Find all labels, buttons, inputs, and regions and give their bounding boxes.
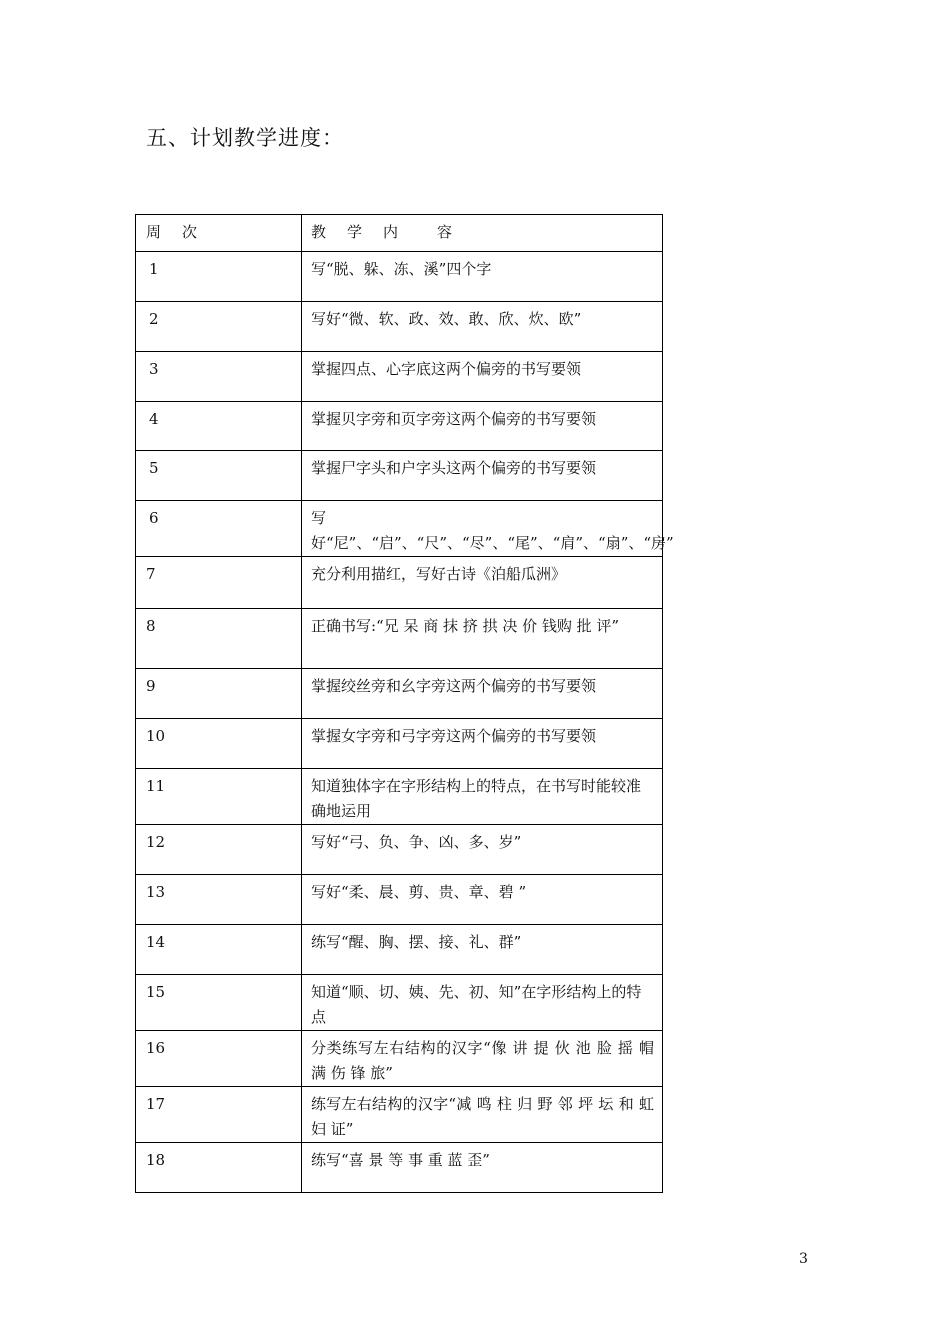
content-cell: 写好“微、软、政、效、敢、欣、炊、欧” <box>302 302 663 352</box>
content-cell: 写好“尼”、“启”、“尺”、“尽”、“尾”、“肩”、“扇”、“房” <box>302 501 663 557</box>
table-row <box>136 1143 663 1193</box>
content-cell: 掌握四点、心字底这两个偏旁的书写要领 <box>302 352 663 402</box>
content-cell: 知道“顺、切、姨、先、初、知”在字形结构上的特点 <box>302 975 663 1031</box>
week-cell: 18 <box>136 1143 302 1193</box>
week-cell: 5 <box>136 451 302 501</box>
table-row <box>136 825 663 875</box>
teaching-schedule-table <box>135 214 674 1193</box>
table-row <box>136 302 663 352</box>
header-week: 周 次 <box>136 215 302 252</box>
week-cell: 2 <box>136 302 302 352</box>
table-row <box>136 402 663 451</box>
content-cell: 写好“柔、晨、剪、贵、章、碧 ” <box>302 875 663 925</box>
week-cell: 12 <box>136 825 302 875</box>
table-row <box>136 1031 663 1087</box>
content-cell: 写“脱、躲、冻、溪”四个字 <box>302 252 663 302</box>
week-cell: 10 <box>136 719 302 769</box>
week-cell: 4 <box>136 402 302 451</box>
content-cell: 知道独体字在字形结构上的特点，在书写时能较准确地运用 <box>302 769 663 825</box>
content-cell: 练写“醒、胸、摆、接、礼、群” <box>302 925 663 975</box>
content-cell: 写好“弓、负、争、凶、多、岁” <box>302 825 663 875</box>
content-cell: 练写左右结构的汉字“减 鸣 柱 归 野 邻 坪 坛 和 虹 妇 证” <box>302 1087 663 1143</box>
table-row <box>136 769 663 825</box>
table-row <box>136 975 663 1031</box>
week-cell: 17 <box>136 1087 302 1143</box>
content-cell: 分类练写左右结构的汉字“像 讲 提 伙 池 脸 摇 帽 满 伤 锋 旅” <box>302 1031 663 1087</box>
week-cell: 16 <box>136 1031 302 1087</box>
week-cell: 15 <box>136 975 302 1031</box>
week-cell: 6 <box>136 501 302 557</box>
table-row <box>136 609 663 669</box>
week-cell: 1 <box>136 252 302 302</box>
table-row <box>136 252 663 302</box>
table-row <box>136 352 663 402</box>
content-cell: 掌握绞丝旁和幺字旁这两个偏旁的书写要领 <box>302 669 663 719</box>
content-cell: 练写“喜 景 等 事 重 蓝 歪” <box>302 1143 663 1193</box>
week-cell: 3 <box>136 352 302 402</box>
table-row <box>136 501 663 557</box>
week-cell: 7 <box>136 557 302 609</box>
week-cell: 8 <box>136 609 302 669</box>
table-row <box>136 557 663 609</box>
week-cell: 11 <box>136 769 302 825</box>
header-content: 教 学 内 容 <box>302 215 663 252</box>
table-row <box>136 1087 663 1143</box>
page-number: 3 <box>799 1251 808 1267</box>
table-row <box>136 719 663 769</box>
week-cell: 9 <box>136 669 302 719</box>
table-header-row <box>136 215 663 252</box>
table-row <box>136 669 663 719</box>
week-cell: 14 <box>136 925 302 975</box>
content-cell: 充分利用描红，写好古诗《泊船瓜洲》 <box>302 557 663 609</box>
week-cell: 13 <box>136 875 302 925</box>
content-cell: 正确书写:“兄 呆 商 抹 挤 拱 决 价 钱购 批 评” <box>302 609 663 669</box>
content-cell: 掌握贝字旁和页字旁这两个偏旁的书写要领 <box>302 402 663 451</box>
table-row <box>136 875 663 925</box>
content-cell: 掌握女字旁和弓字旁这两个偏旁的书写要领 <box>302 719 663 769</box>
table-row <box>136 925 663 975</box>
content-cell: 掌握尸字头和户字头这两个偏旁的书写要领 <box>302 451 663 501</box>
table-row <box>136 451 663 501</box>
section-heading: 五、计划教学进度： <box>146 126 344 150</box>
